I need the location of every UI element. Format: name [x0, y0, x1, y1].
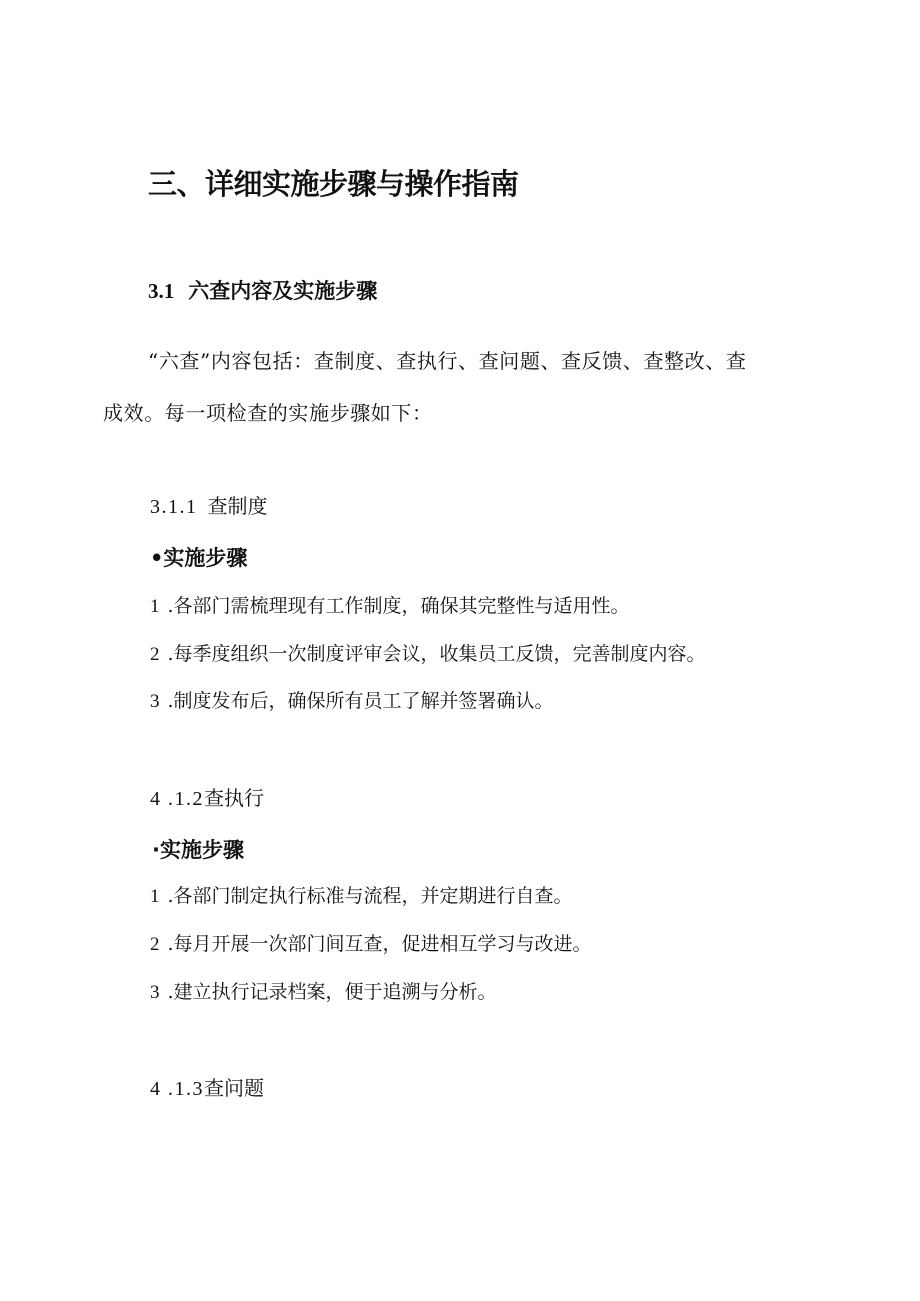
subsection-heading [150, 1078, 264, 1099]
step-number: 1 [150, 886, 160, 907]
step-text: .每月开展一次部门间互查，促进相互学习与改进。 [167, 933, 592, 955]
bullet-heading: •实施步骤 [150, 546, 248, 570]
intro-paragraph-line-2: 成效。每一项检查的实施步骤如下： [103, 401, 433, 425]
subsection-title: 查执行 [204, 786, 264, 810]
subsection-title: 查制度 [207, 494, 268, 518]
section-title: 六查内容及实施步骤 [188, 279, 378, 303]
step-text: .各部门需梳理现有工作制度，确保其完整性与适用性。 [167, 595, 630, 617]
section-number: 3.1 [148, 279, 175, 303]
bullet-heading: ·实施步骤 [152, 838, 244, 862]
step-number: 2 [150, 644, 160, 665]
step-text: .建立执行记录档案，便于追溯与分析。 [167, 981, 497, 1003]
step-number: 3 [150, 691, 160, 712]
subsection-number: 4 .1.3 [150, 1078, 204, 1100]
step-number: 2 [150, 934, 160, 955]
step-text: .每季度组织一次制度评审会议，收集员工反馈，完善制度内容。 [167, 643, 706, 665]
step-item [150, 692, 554, 711]
step-number: 3 [150, 982, 160, 1003]
step-item [150, 645, 706, 664]
subsection-number: 3.1.1 [150, 496, 198, 518]
step-item [150, 935, 592, 954]
subsection-title: 查问题 [204, 1076, 264, 1100]
step-text: .制度发布后，确保所有员工了解并签署确认。 [167, 690, 554, 712]
step-item [150, 597, 630, 616]
subsection-heading [150, 788, 264, 809]
intro-paragraph-line-1: “六查”内容包括：查制度、查执行、查问题、查反馈、查整改、查 [148, 349, 747, 373]
chapter-title: 三、详细实施步骤与操作指南 [148, 167, 519, 201]
subsection-heading [150, 496, 268, 517]
step-number: 1 [150, 596, 160, 617]
step-text: .各部门制定执行标准与流程，并定期进行自查。 [167, 885, 573, 907]
step-item [150, 887, 573, 906]
subsection-number: 4 .1.2 [150, 788, 204, 810]
section-heading [148, 281, 377, 302]
step-item [150, 983, 497, 1002]
